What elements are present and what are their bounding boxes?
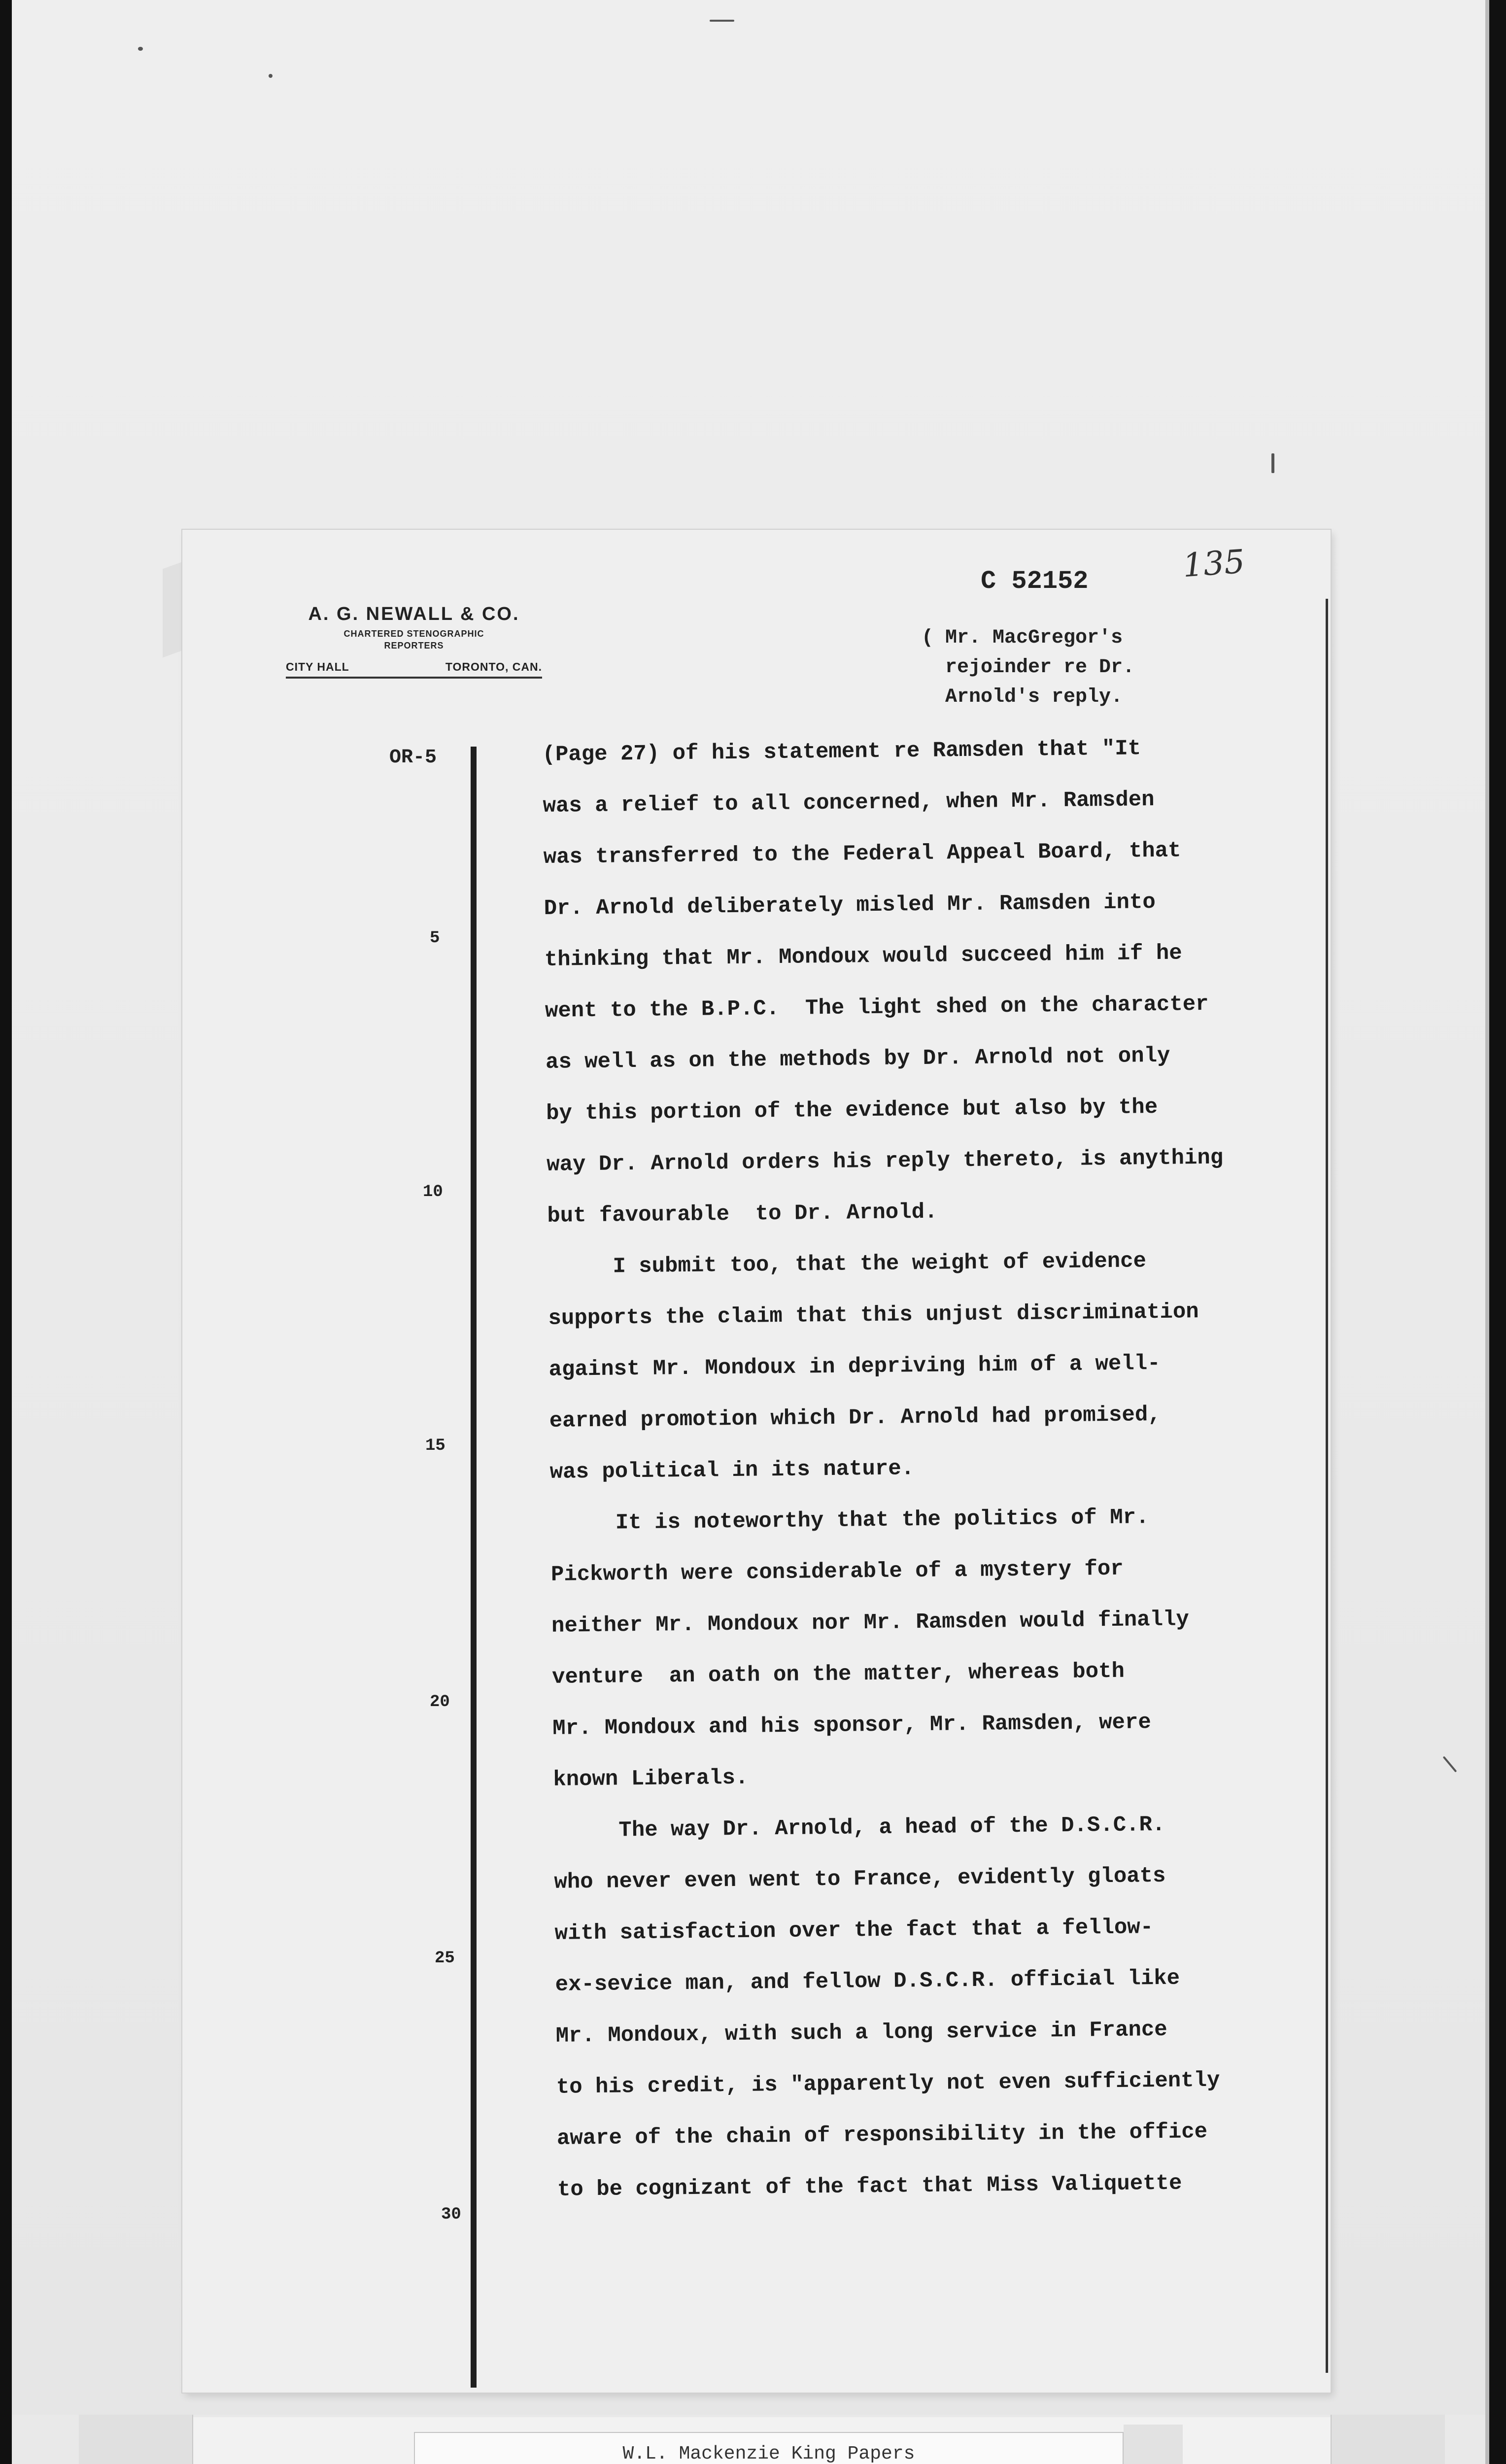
line-number: 20 <box>430 1693 450 1711</box>
text-line: but favourable to Dr. Arnold. <box>547 1199 938 1229</box>
text-line: ex-sevice man, and fellow D.S.C.R. official like <box>555 1966 1180 1997</box>
text-line: Mr. Mondoux and his sponsor, Mr. Ramsden, were <box>552 1710 1152 1741</box>
letterhead-subtitle: CHARTERED STENOGRAPHIC <box>343 629 484 639</box>
page-reference: OR-5 <box>389 747 437 769</box>
text-line: Dr. Arnold deliberately misled Mr. Ramsden into <box>544 890 1156 921</box>
line-number: 15 <box>425 1437 445 1455</box>
text-line: It is noteworthy that the politics of Mr. <box>550 1505 1149 1536</box>
text-line: neither Mr. Mondoux nor Mr. Ramsden would finally <box>551 1607 1190 1639</box>
text-line: supports the claim that this unjust discrimination <box>548 1300 1199 1331</box>
text-line: to his credit, is "apparently not even sufficiently <box>556 2068 1220 2100</box>
subject-note <box>922 623 1134 712</box>
speck <box>138 47 143 51</box>
text-line: (Page 27) of his statement re Ramsden that "It <box>542 736 1141 767</box>
body-text <box>542 721 1326 2216</box>
film-edge-left <box>0 0 12 2464</box>
text-line: went to the B.P.C. The light shed on the character <box>545 992 1209 1024</box>
text-line: was transferred to the Federal Appeal Board, that <box>543 838 1181 870</box>
letterhead <box>286 604 542 679</box>
line-number: 5 <box>430 929 440 948</box>
film-edge-right <box>1489 0 1506 2464</box>
subject-line: ( Mr. MacGregor's <box>922 627 1123 649</box>
text-line: aware of the chain of responsibility in the office <box>556 2120 1208 2151</box>
text-line: way Dr. Arnold orders his reply thereto, is anything <box>546 1145 1224 1177</box>
text-line: against Mr. Mondoux in depriving him of a well- <box>548 1351 1161 1382</box>
text-line: known Liberals. <box>553 1765 749 1792</box>
speck <box>1271 453 1274 473</box>
margin-rule <box>471 747 477 2388</box>
text-line: to be cognizant of the fact that Miss Valiquette <box>557 2171 1182 2202</box>
text-line: I submit too, that the weight of evidence <box>548 1249 1147 1280</box>
text-line: venture an oath on the matter, whereas both <box>551 1659 1125 1690</box>
document-number: C 52152 <box>981 567 1089 596</box>
letterhead-address <box>286 660 542 674</box>
text-line: who never even went to France, evidently gloats <box>554 1863 1166 1895</box>
collection-label-line: W.L. Mackenzie King Papers <box>622 2443 915 2464</box>
text-line: Pickworth were considerable of a mystery for <box>550 1556 1124 1587</box>
film-edge-right-inner <box>1485 0 1489 2464</box>
collection-label <box>414 2432 1124 2464</box>
line-number: 25 <box>435 1949 455 1968</box>
archive-tab-clip <box>1124 2425 1183 2464</box>
letterhead-subtitle-2: REPORTERS <box>384 641 444 650</box>
speck <box>269 74 273 78</box>
text-line: with satisfaction over the fact that a fellow- <box>554 1915 1154 1946</box>
text-line: Mr. Mondoux, with such a long service in France <box>555 2017 1167 2049</box>
text-line: as well as on the methods by Dr. Arnold not only <box>545 1043 1170 1075</box>
archive-tab-left <box>79 2415 193 2464</box>
speck <box>710 20 734 22</box>
text-line: earned promotion which Dr. Arnold had promised, <box>549 1402 1161 1434</box>
text-line: was political in its nature. <box>549 1456 915 1485</box>
text-line: was a relief to all concerned, when Mr. Ramsden <box>543 787 1155 819</box>
line-number: 30 <box>441 2205 461 2224</box>
document-page <box>182 530 1331 2393</box>
letterhead-address-right: TORONTO, CAN. <box>445 660 542 673</box>
subject-line: Arnold's reply. <box>922 686 1123 708</box>
line-number: 10 <box>423 1183 443 1201</box>
handwritten-page-number: 135 <box>1181 542 1246 585</box>
archive-tab-right <box>1331 2415 1445 2464</box>
right-margin-rule <box>1326 599 1328 2373</box>
subject-line: rejoinder re Dr. <box>922 656 1135 679</box>
letterhead-address-left: CITY HALL <box>286 660 349 673</box>
letterhead-rule <box>286 677 542 679</box>
text-line: The way Dr. Arnold, a head of the D.S.C.R. <box>553 1812 1165 1844</box>
text-line: thinking that Mr. Mondoux would succeed him if he <box>544 941 1182 972</box>
letterhead-company: A. G. NEWALL & CO. <box>308 604 520 624</box>
text-line: by this portion of the evidence but also by the <box>546 1095 1158 1126</box>
